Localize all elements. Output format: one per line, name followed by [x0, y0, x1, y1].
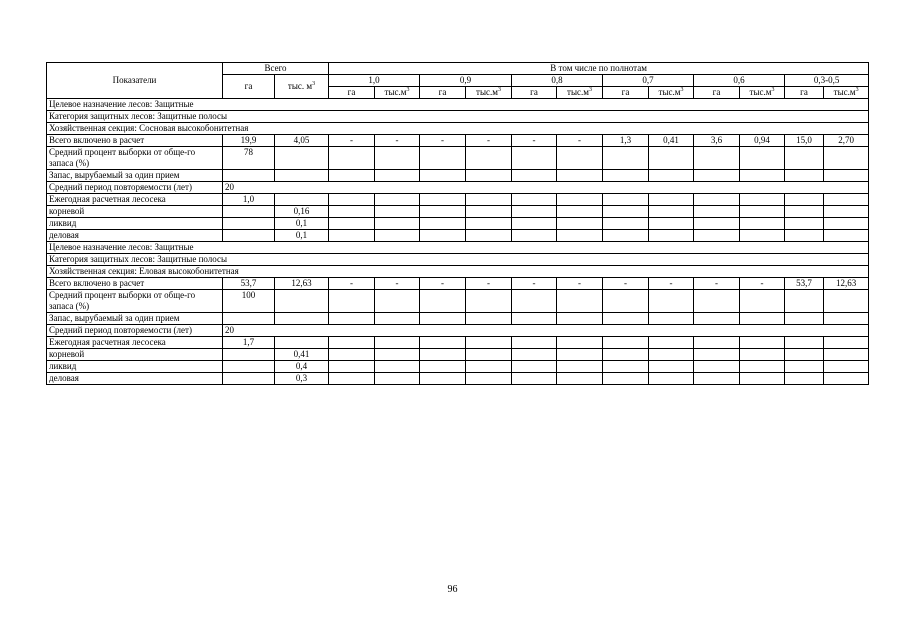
annual-cut-row — [47, 194, 869, 206]
unit-text: тыс.м — [658, 87, 681, 97]
empty-cell — [275, 313, 329, 325]
density-value: - — [557, 135, 603, 147]
density-value: - — [375, 278, 420, 290]
empty-cell — [275, 337, 329, 349]
empty-cell — [223, 218, 275, 230]
sub-row — [47, 373, 869, 385]
empty-cell — [785, 337, 824, 349]
empty-cell — [694, 313, 740, 325]
density-value: - — [603, 278, 649, 290]
empty-cell — [375, 290, 420, 313]
annual-cut-value: 1,0 — [223, 194, 275, 206]
avg-percent-row — [47, 290, 869, 313]
row-label: Средний процент выборки от обще-го запаса (%) — [47, 290, 223, 313]
empty-cell — [649, 147, 694, 170]
empty-cell — [512, 313, 557, 325]
empty-cell — [557, 337, 603, 349]
density-value: - — [649, 278, 694, 290]
empty-cell — [649, 313, 694, 325]
annual-cut-value: 1,7 — [223, 337, 275, 349]
section-title-row — [47, 266, 869, 278]
header-unit-ha: га — [329, 87, 375, 99]
unit-text: тыс.м — [567, 87, 589, 97]
header-unit-m3 — [649, 87, 694, 99]
header-indicator: Показатели — [47, 63, 223, 99]
unit-text: тыс.м — [833, 87, 856, 97]
empty-cell — [420, 170, 466, 182]
page-number: 96 — [447, 584, 458, 595]
row-label: Средний процент выборки от обще-го запаса (%) — [47, 147, 223, 170]
header-unit-m3 — [740, 87, 785, 99]
header-total: Всего — [223, 63, 329, 75]
empty-cell — [420, 337, 466, 349]
empty-cell — [420, 290, 466, 313]
density-value: - — [466, 278, 512, 290]
empty-cell — [649, 194, 694, 206]
section-title-row — [47, 242, 869, 254]
subrow-value: 0,1 — [275, 230, 329, 242]
sub-row — [47, 218, 869, 230]
row-label: ликвид — [47, 361, 223, 373]
avg-percent-value: 78 — [223, 147, 275, 170]
empty-cell — [329, 349, 375, 361]
empty-cell — [649, 170, 694, 182]
empty-cell — [512, 170, 557, 182]
empty-cell — [557, 170, 603, 182]
avg-percent-row — [47, 147, 869, 170]
empty-cell — [785, 194, 824, 206]
empty-cell — [603, 290, 649, 313]
empty-cell — [649, 361, 694, 373]
section-title-row — [47, 123, 869, 135]
header-unit-m3 — [375, 87, 420, 99]
empty-cell — [557, 194, 603, 206]
empty-cell — [785, 147, 824, 170]
empty-cell — [603, 147, 649, 170]
empty-cell — [420, 206, 466, 218]
row-label: Ежегодная расчетная лесосека — [47, 337, 223, 349]
subrow-value: 0,1 — [275, 218, 329, 230]
row-label: Средний период повторяемости (лет) — [47, 182, 223, 194]
empty-cell — [275, 170, 329, 182]
empty-cell — [740, 218, 785, 230]
empty-cell — [512, 147, 557, 170]
empty-cell — [512, 373, 557, 385]
empty-cell — [694, 194, 740, 206]
empty-cell — [694, 218, 740, 230]
total-row — [47, 135, 869, 147]
empty-cell — [329, 147, 375, 170]
empty-cell — [694, 147, 740, 170]
header-unit-ha: га — [603, 87, 649, 99]
section-economic: Хозяйственная секция: Еловая высокобонитетная — [47, 266, 869, 278]
total-m3: 12,63 — [275, 278, 329, 290]
total-ha: 19,9 — [223, 135, 275, 147]
empty-cell — [785, 349, 824, 361]
density-value: - — [420, 278, 466, 290]
empty-cell — [466, 313, 512, 325]
empty-cell — [223, 313, 275, 325]
sub-row — [47, 230, 869, 242]
header-density: 0,6 — [694, 75, 785, 87]
avg-period-row — [47, 182, 869, 194]
empty-cell — [603, 349, 649, 361]
header-unit-ha: га — [785, 87, 824, 99]
empty-cell — [557, 290, 603, 313]
empty-cell — [785, 170, 824, 182]
empty-cell — [557, 206, 603, 218]
empty-cell — [694, 349, 740, 361]
empty-cell — [740, 361, 785, 373]
empty-cell — [740, 373, 785, 385]
empty-cell — [603, 361, 649, 373]
empty-cell — [824, 218, 869, 230]
empty-cell — [420, 373, 466, 385]
empty-cell — [694, 373, 740, 385]
empty-cell — [824, 194, 869, 206]
section-economic: Хозяйственная секция: Сосновая высокобонитетная — [47, 123, 869, 135]
header-row-1 — [47, 63, 869, 75]
empty-cell — [824, 230, 869, 242]
density-value: - — [329, 135, 375, 147]
empty-cell — [740, 206, 785, 218]
empty-cell — [603, 218, 649, 230]
density-value: 1,3 — [603, 135, 649, 147]
empty-cell — [785, 313, 824, 325]
empty-cell — [512, 218, 557, 230]
empty-cell — [824, 147, 869, 170]
empty-cell — [329, 373, 375, 385]
header-unit-ha: га — [694, 87, 740, 99]
density-value: - — [420, 135, 466, 147]
empty-cell — [512, 337, 557, 349]
empty-cell — [223, 361, 275, 373]
unit-superscript: 3 — [497, 87, 501, 93]
empty-cell — [785, 230, 824, 242]
header-unit-m3 — [824, 87, 869, 99]
empty-cell — [694, 230, 740, 242]
section-title-row — [47, 111, 869, 123]
density-value: - — [375, 135, 420, 147]
density-value: 53,7 — [785, 278, 824, 290]
empty-cell — [223, 349, 275, 361]
empty-cell — [466, 194, 512, 206]
empty-cell — [785, 206, 824, 218]
avg-period-value: 20 — [223, 325, 869, 337]
density-value: 15,0 — [785, 135, 824, 147]
empty-cell — [785, 373, 824, 385]
row-label: деловая — [47, 230, 223, 242]
cutting-area-table — [46, 62, 869, 385]
unit-superscript: 3 — [312, 81, 316, 87]
annual-cut-row — [47, 337, 869, 349]
section-title-row — [47, 99, 869, 111]
density-value: - — [557, 278, 603, 290]
unit-text: тыс. м — [287, 81, 313, 91]
empty-cell — [223, 230, 275, 242]
header-density: 0,9 — [420, 75, 512, 87]
total-m3: 4,05 — [275, 135, 329, 147]
empty-cell — [649, 290, 694, 313]
section-purpose: Целевое назначение лесов: Защитные — [47, 242, 869, 254]
density-value: 0,41 — [649, 135, 694, 147]
avg-percent-value: 100 — [223, 290, 275, 313]
header-unit-ha: га — [420, 87, 466, 99]
empty-cell — [740, 194, 785, 206]
empty-cell — [557, 313, 603, 325]
unit-text: тыс.м — [384, 87, 407, 97]
empty-cell — [824, 206, 869, 218]
density-value: 0,94 — [740, 135, 785, 147]
empty-cell — [512, 349, 557, 361]
empty-cell — [420, 349, 466, 361]
empty-cell — [557, 361, 603, 373]
density-value: 3,6 — [694, 135, 740, 147]
empty-cell — [375, 206, 420, 218]
empty-cell — [785, 290, 824, 313]
empty-cell — [375, 194, 420, 206]
density-value: - — [329, 278, 375, 290]
empty-cell — [420, 147, 466, 170]
empty-cell — [824, 361, 869, 373]
empty-cell — [557, 218, 603, 230]
empty-cell — [466, 373, 512, 385]
empty-cell — [603, 313, 649, 325]
total-ha: 53,7 — [223, 278, 275, 290]
empty-cell — [223, 206, 275, 218]
header-unit-ha: га — [512, 87, 557, 99]
empty-cell — [420, 313, 466, 325]
subrow-value: 0,41 — [275, 349, 329, 361]
subrow-value: 0,4 — [275, 361, 329, 373]
empty-cell — [466, 349, 512, 361]
avg-period-row — [47, 325, 869, 337]
empty-cell — [275, 194, 329, 206]
empty-cell — [466, 147, 512, 170]
row-label: Средний период повторяемости (лет) — [47, 325, 223, 337]
section-category: Категория защитных лесов: Защитные полосы — [47, 254, 869, 266]
empty-cell — [329, 313, 375, 325]
empty-cell — [603, 170, 649, 182]
empty-cell — [512, 361, 557, 373]
empty-cell — [824, 349, 869, 361]
row-label: Запас, вырубаемый за один прием — [47, 170, 223, 182]
empty-cell — [740, 230, 785, 242]
empty-cell — [603, 373, 649, 385]
header-by-density: В том числе по полнотам — [329, 63, 869, 75]
empty-cell — [557, 147, 603, 170]
avg-period-value: 20 — [223, 182, 869, 194]
empty-cell — [740, 349, 785, 361]
empty-cell — [275, 147, 329, 170]
empty-cell — [329, 290, 375, 313]
empty-cell — [375, 337, 420, 349]
empty-cell — [329, 218, 375, 230]
empty-cell — [329, 206, 375, 218]
subrow-value: 0,16 — [275, 206, 329, 218]
sub-row — [47, 206, 869, 218]
empty-cell — [603, 194, 649, 206]
empty-cell — [420, 361, 466, 373]
empty-cell — [375, 230, 420, 242]
header-density: 0,7 — [603, 75, 694, 87]
density-value: - — [512, 135, 557, 147]
density-value: - — [694, 278, 740, 290]
header-unit-m3 — [466, 87, 512, 99]
empty-cell — [420, 194, 466, 206]
header-density: 0,3-0,5 — [785, 75, 869, 87]
unit-superscript: 3 — [588, 87, 592, 93]
empty-cell — [603, 337, 649, 349]
header-total-ha: га — [223, 75, 275, 99]
empty-cell — [466, 361, 512, 373]
header-density: 0,8 — [512, 75, 603, 87]
empty-cell — [375, 361, 420, 373]
empty-cell — [375, 147, 420, 170]
empty-cell — [694, 361, 740, 373]
empty-cell — [466, 290, 512, 313]
empty-cell — [512, 194, 557, 206]
empty-cell — [512, 290, 557, 313]
empty-cell — [557, 373, 603, 385]
empty-cell — [329, 170, 375, 182]
empty-cell — [557, 230, 603, 242]
row-label: Ежегодная расчетная лесосека — [47, 194, 223, 206]
empty-cell — [329, 337, 375, 349]
empty-cell — [740, 290, 785, 313]
empty-cell — [649, 349, 694, 361]
empty-cell — [649, 206, 694, 218]
empty-cell — [740, 170, 785, 182]
density-value: 2,70 — [824, 135, 869, 147]
empty-cell — [329, 230, 375, 242]
empty-cell — [512, 206, 557, 218]
empty-cell — [375, 373, 420, 385]
empty-cell — [649, 230, 694, 242]
empty-cell — [824, 337, 869, 349]
density-value: - — [512, 278, 557, 290]
empty-cell — [649, 337, 694, 349]
empty-cell — [329, 194, 375, 206]
row-label: корневой — [47, 206, 223, 218]
empty-cell — [375, 349, 420, 361]
empty-cell — [466, 170, 512, 182]
empty-cell — [466, 230, 512, 242]
sub-row — [47, 361, 869, 373]
empty-cell — [603, 230, 649, 242]
unit-text: тыс.м — [749, 87, 772, 97]
row-label: Всего включено в расчет — [47, 278, 223, 290]
empty-cell — [466, 206, 512, 218]
header-density: 1,0 — [329, 75, 420, 87]
empty-cell — [512, 230, 557, 242]
empty-cell — [785, 361, 824, 373]
unit-superscript: 3 — [771, 87, 775, 93]
density-value: - — [740, 278, 785, 290]
empty-cell — [375, 313, 420, 325]
unit-superscript: 3 — [680, 87, 684, 93]
empty-cell — [824, 170, 869, 182]
empty-cell — [694, 337, 740, 349]
empty-cell — [375, 218, 420, 230]
empty-cell — [420, 230, 466, 242]
stock-once-row — [47, 170, 869, 182]
row-label: Запас, вырубаемый за один прием — [47, 313, 223, 325]
density-value: - — [466, 135, 512, 147]
sub-row — [47, 349, 869, 361]
section-category: Категория защитных лесов: Защитные полосы — [47, 111, 869, 123]
unit-superscript: 3 — [855, 87, 859, 93]
empty-cell — [223, 170, 275, 182]
empty-cell — [694, 170, 740, 182]
header-total-m3 — [275, 75, 329, 99]
empty-cell — [740, 147, 785, 170]
subrow-value: 0,3 — [275, 373, 329, 385]
section-title-row — [47, 254, 869, 266]
row-label: корневой — [47, 349, 223, 361]
empty-cell — [740, 337, 785, 349]
empty-cell — [649, 373, 694, 385]
empty-cell — [466, 218, 512, 230]
empty-cell — [375, 170, 420, 182]
empty-cell — [740, 313, 785, 325]
unit-text: тыс.м — [476, 87, 498, 97]
empty-cell — [694, 206, 740, 218]
unit-superscript: 3 — [406, 87, 410, 93]
empty-cell — [557, 349, 603, 361]
empty-cell — [603, 206, 649, 218]
empty-cell — [420, 218, 466, 230]
empty-cell — [694, 290, 740, 313]
header-unit-m3 — [557, 87, 603, 99]
total-row — [47, 278, 869, 290]
row-label: Всего включено в расчет — [47, 135, 223, 147]
empty-cell — [824, 290, 869, 313]
empty-cell — [466, 337, 512, 349]
empty-cell — [785, 218, 824, 230]
section-purpose: Целевое назначение лесов: Защитные — [47, 99, 869, 111]
density-value: 12,63 — [824, 278, 869, 290]
empty-cell — [649, 218, 694, 230]
empty-cell — [223, 373, 275, 385]
empty-cell — [275, 290, 329, 313]
empty-cell — [329, 361, 375, 373]
empty-cell — [824, 373, 869, 385]
empty-cell — [824, 313, 869, 325]
row-label: деловая — [47, 373, 223, 385]
row-label: ликвид — [47, 218, 223, 230]
stock-once-row — [47, 313, 869, 325]
